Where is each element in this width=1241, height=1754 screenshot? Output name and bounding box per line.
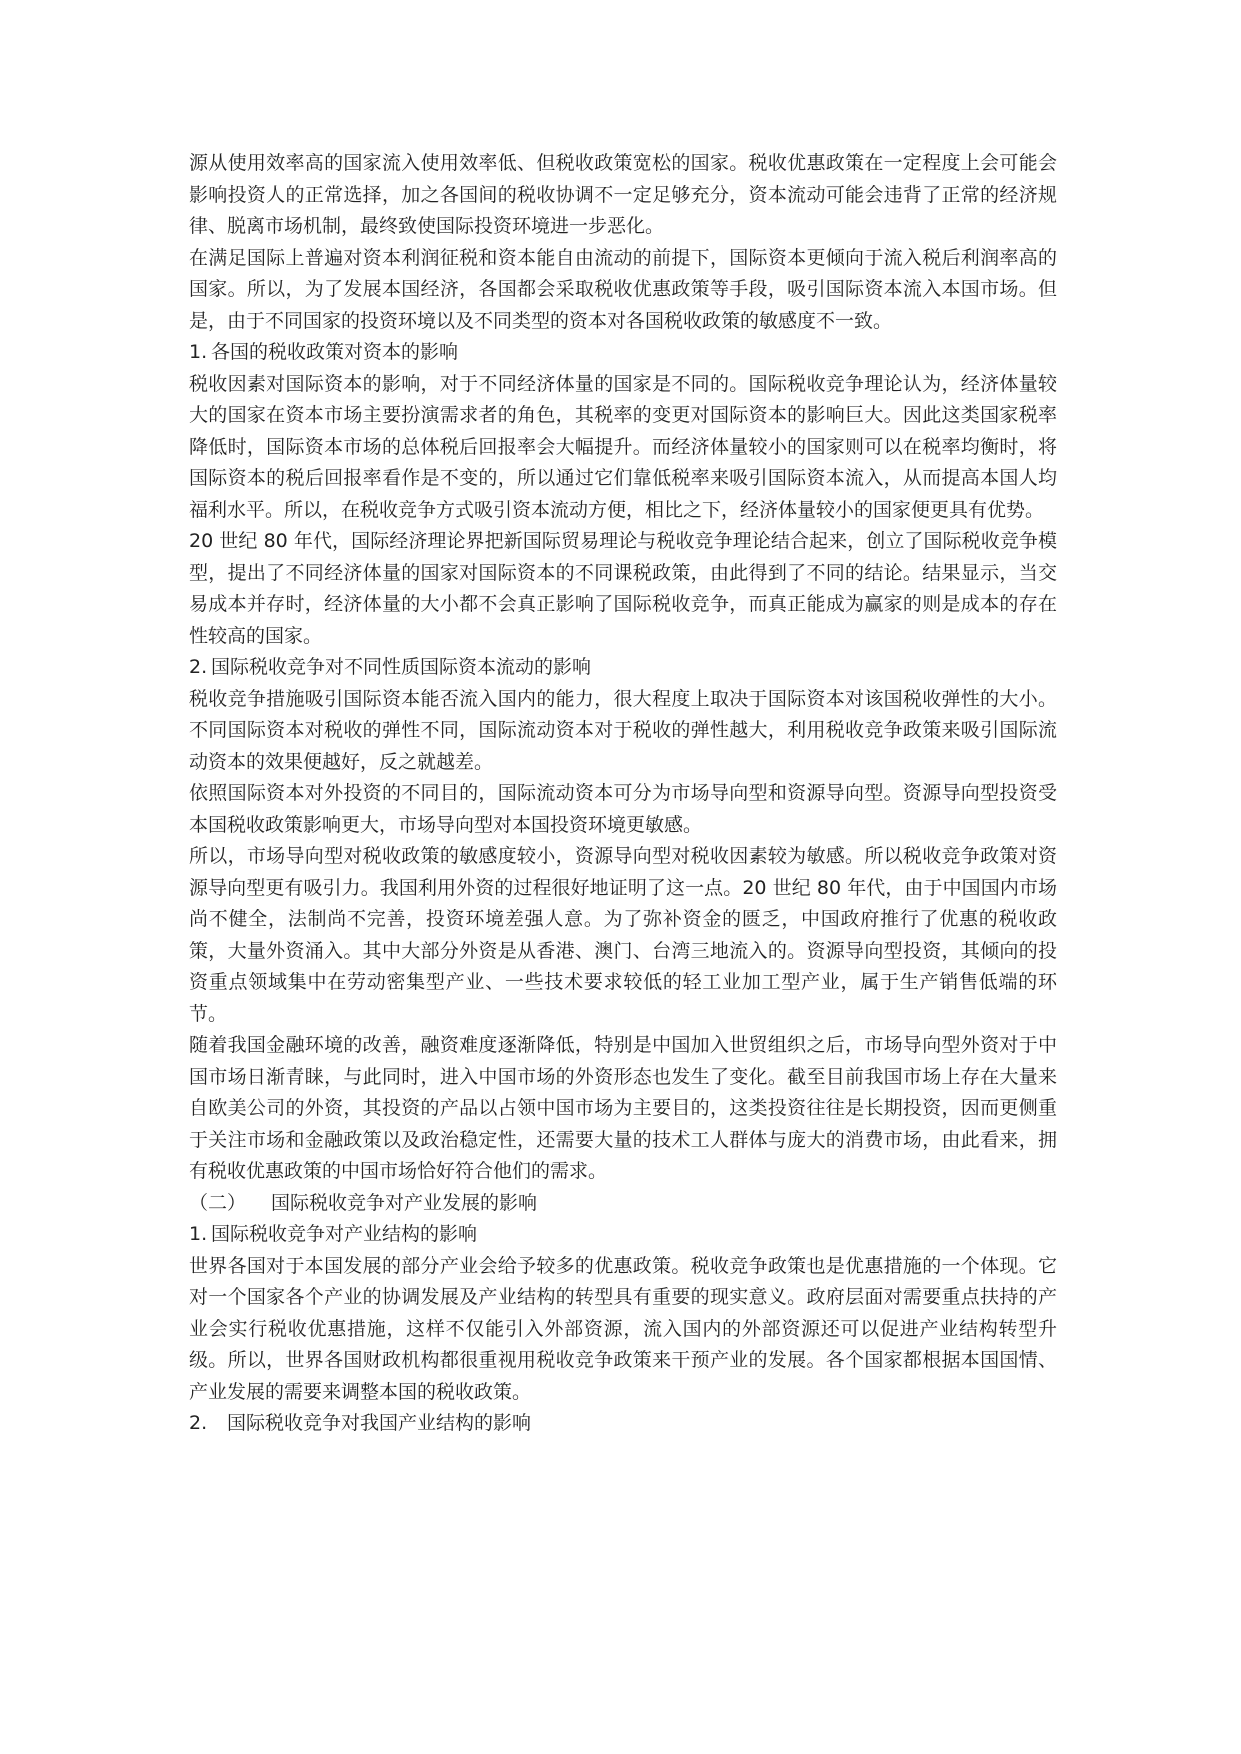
heading-text: 国际税收竞争对我国产业结构的影响 — [227, 1412, 532, 1434]
body-paragraph: 随着我国金融环境的改善，融资难度逐渐降低，特别是中国加入世贸组织之后，市场导向型外资对于中国市场日渐青睐，与此同时，进入中国市场的外资形态也发生了变化。截至目前我国市场上存在大量来自欧美公司的外资，其投资的产品以占领中国市场为主要目的，这类投资往往是长期投资，因而更侧重于关注市场和金融政策以及政治稳定性，还需要大量的技术工人群体与庞大的消费市场，由此看来，拥有税收优惠政策的中国市场恰好符合他们的需求。 — [189, 1034, 1057, 1182]
body-paragraph: 20 世纪 80 年代，国际经济理论界把新国际贸易理论与税收竞争理论结合起来，创立了国际税收竞争模型，提出了不同经济体量的国家对国际资本的不同课税政策，由此得到了不同的结论。结果显示，当交易成本并存时，经济体量的大小都不会真正影响了国际税收竞争，而真正能成为赢家的则是成本的存在性较高的国家。 — [189, 530, 1057, 647]
section-heading — [189, 337, 1057, 369]
body-paragraph: 所以，市场导向型对税收政策的敏感度较小，资源导向型对税收因素较为敏感。所以税收竞争政策对资源导向型更有吸引力。我国利用外资的过程很好地证明了这一点。20 世纪 80 年代，由于中国国内市场尚不健全，法制尚不完善，投资环境差强人意。为了弥补资金的匮乏，中国政府推行了优惠的税收政策，大量外资涌入。其中大部分外资是从香港、澳门、台湾三地流入的。资源导向型投资，其倾向的投资重点领域集中在劳动密集型产业、一些技术要求较低的轻工业加工型产业，属于生产销售低端的环节。 — [189, 845, 1057, 1025]
section-heading — [189, 1219, 1057, 1251]
heading-text: 国际税收竞争对产业发展的影响 — [271, 1191, 538, 1214]
section-heading — [189, 652, 1057, 684]
section-heading — [189, 1408, 1057, 1440]
body-paragraph: 世界各国对于本国发展的部分产业会给予较多的优惠政策。税收竞争政策也是优惠措施的一个体现。它对一个国家各个产业的协调发展及产业结构的转型具有重要的现实意义。政府层面对需要重点扶持的产业会实行税收优惠措施，这样不仅能引入外部资源，流入国内的外部资源还可以促进产业结构转型升级。所以，世界各国财政机构都很重视用税收竞争政策来干预产业的发展。各个国家都根据本国国情、产业发展的需要来调整本国的税收政策。 — [189, 1254, 1057, 1403]
heading-text: 各国的税收政策对资本的影响 — [211, 341, 459, 363]
body-paragraph: 在满足国际上普遍对资本利润征税和资本能自由流动的前提下，国际资本更倾向于流入税后利润率高的国家。所以，为了发展本国经济，各国都会采取税收优惠政策等手段，吸引国际资本流入本国市场。但是，由于不同国家的投资环境以及不同类型的资本对各国税收政策的敏感度不一致。 — [189, 246, 1057, 332]
heading-number: 1. — [189, 341, 208, 363]
heading-number: （二） — [189, 1191, 247, 1214]
body-paragraph: 税收因素对国际资本的影响，对于不同经济体量的国家是不同的。国际税收竞争理论认为，经济体量较大的国家在资本市场主要扮演需求者的角色，其税率的变更对国际资本的影响巨大。因此这类国家税率降低时，国际资本市场的总体税后回报率会大幅提升。而经济体量较小的国家则可以在税率均衡时，将国际资本的税后回报率看作是不变的，所以通过它们靠低税率来吸引国际资本流入，从而提高本国人均福利水平。所以，在税收竞争方式吸引资本流动方便，相比之下，经济体量较小的国家便更具有优势。 — [189, 372, 1057, 521]
body-paragraph: 税收竞争措施吸引国际资本能否流入国内的能力，很大程度上取决于国际资本对该国税收弹性的大小。不同国际资本对税收的弹性不同，国际流动资本对于税收的弹性越大，利用税收竞争政策来吸引国际流动资本的效果便越好，反之就越差。 — [189, 687, 1057, 773]
section-heading — [189, 1188, 1057, 1220]
heading-number: 2. — [189, 1412, 208, 1434]
heading-number: 1. — [189, 1223, 208, 1245]
document-page — [189, 148, 1057, 1440]
body-paragraph: 依照国际资本对外投资的不同目的，国际流动资本可分为市场导向型和资源导向型。资源导向型投资受本国税收政策影响更大，市场导向型对本国投资环境更敏感。 — [189, 782, 1057, 836]
body-paragraph: 源从使用效率高的国家流入使用效率低、但税收政策宽松的国家。税收优惠政策在一定程度上会可能会影响投资人的正常选择，加之各国间的税收协调不一定足够充分，资本流动可能会违背了正常的经济规律、脱离市场机制，最终致使国际投资环境进一步恶化。 — [189, 152, 1057, 237]
heading-text: 国际税收竞争对不同性质国际资本流动的影响 — [211, 656, 592, 678]
heading-text: 国际税收竞争对产业结构的影响 — [211, 1223, 478, 1245]
heading-number: 2. — [189, 656, 208, 678]
